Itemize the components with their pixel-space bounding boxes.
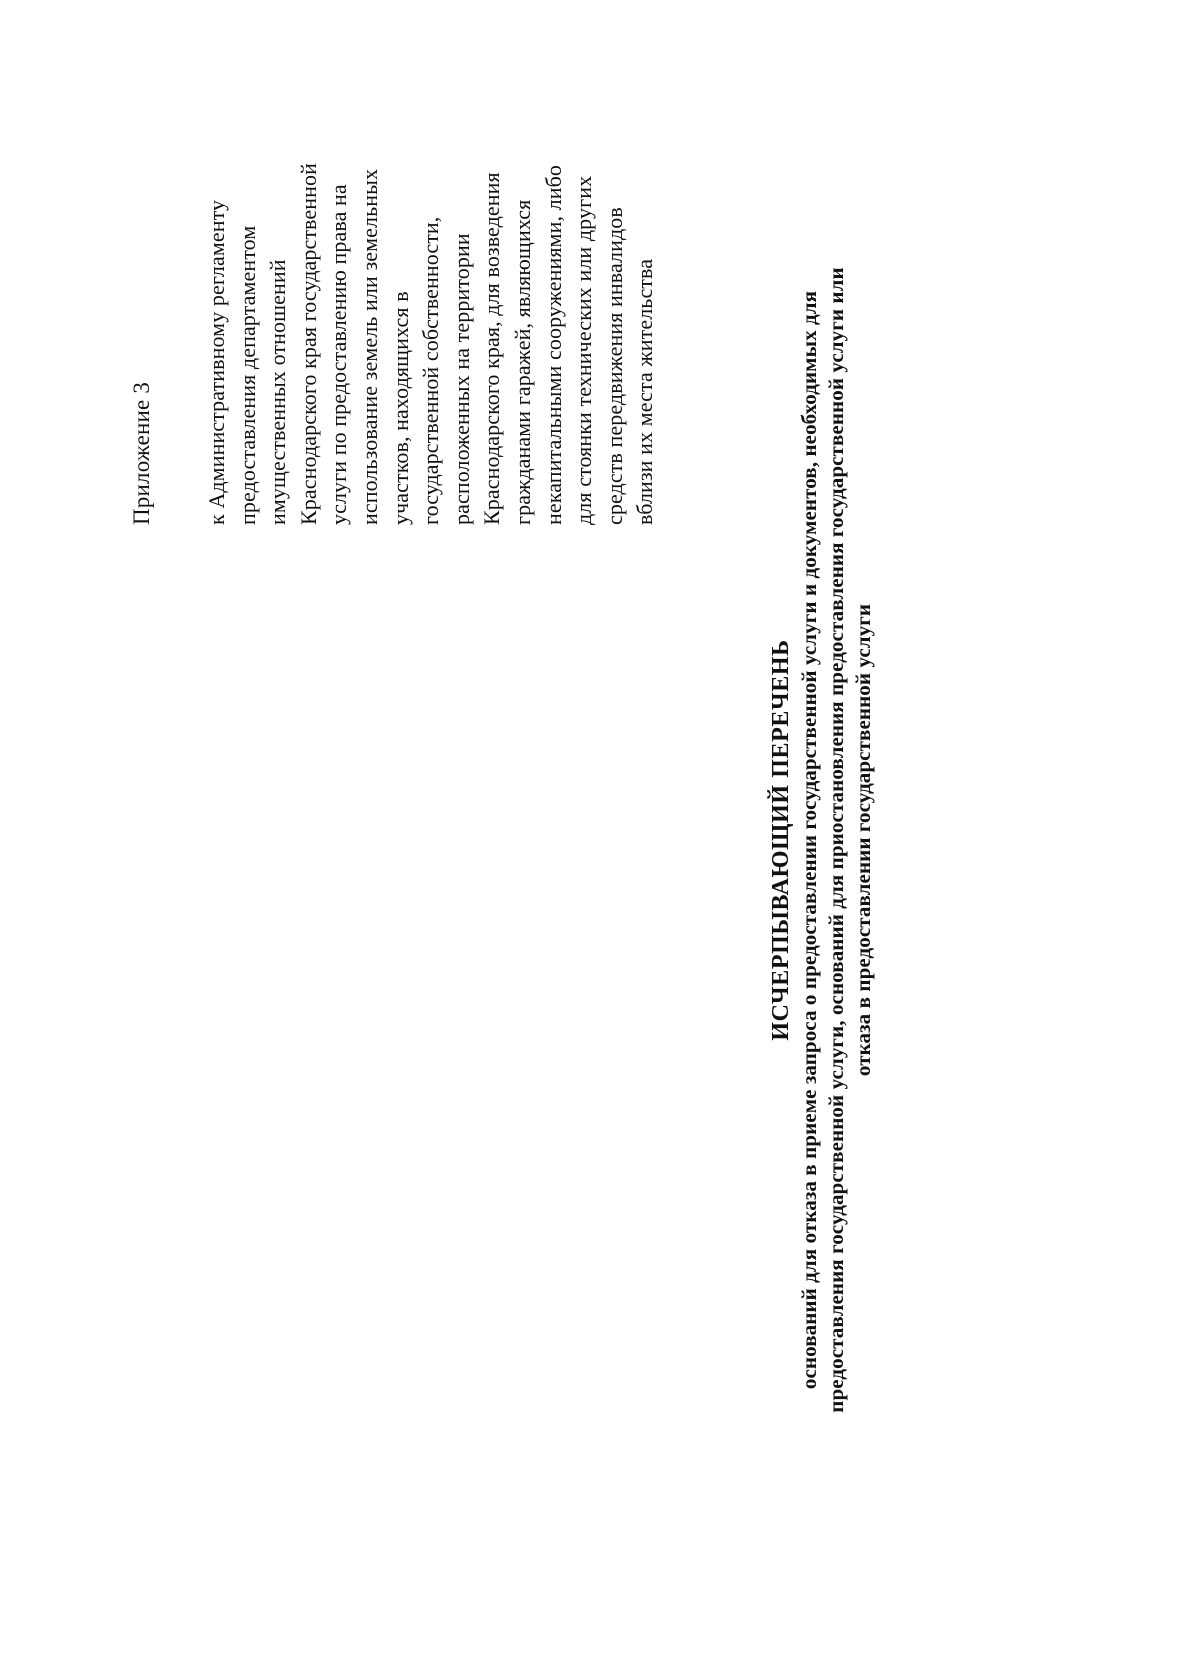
appendix-number: Приложение 3 <box>129 381 154 525</box>
appendix-description <box>202 5 661 525</box>
appendix-line: участков, находящихся в <box>387 291 413 525</box>
appendix-line: услуги по предоставлению права на <box>326 184 352 525</box>
document-title: ИСЧЕРПЫВАЮЩИЙ ПЕРЕЧЕНЬ <box>768 639 794 1041</box>
subtitle-line: оснований для отказа в приеме запроса о предоставлении государственной услуги и документов, необходимых для <box>797 290 821 1390</box>
appendix-line: к Административному регламенту <box>204 199 229 525</box>
appendix-line: использование земель или земельных <box>356 168 382 525</box>
subtitle-line: предоставления государственной услуги, оснований для приостановления предоставления государственной услуги или <box>824 267 848 1413</box>
document-subtitle <box>796 0 877 1680</box>
appendix-line: для стоянки технических или других <box>571 175 597 525</box>
appendix-line: некапитальными сооружениями, либо <box>540 165 566 525</box>
appendix-header <box>128 5 661 525</box>
appendix-line: расположенных на территории <box>448 233 474 525</box>
appendix-line: Краснодарского края, для возведения <box>479 172 505 525</box>
appendix-line: гражданами гаражей, являющихся <box>509 199 535 525</box>
appendix-line: предоставления департаментом <box>234 225 260 525</box>
appendix-line: имущественных отношений <box>265 259 291 525</box>
appendix-line: средств передвижения инвалидов <box>601 207 627 525</box>
appendix-line: вблизи их места жительства <box>632 258 658 525</box>
subtitle-line: отказа в предоставлении государственной услуги <box>851 603 875 1077</box>
appendix-line: Краснодарского края государственной <box>295 163 321 525</box>
appendix-line: государственной собственности, <box>418 216 444 525</box>
document-heading <box>766 0 877 1680</box>
